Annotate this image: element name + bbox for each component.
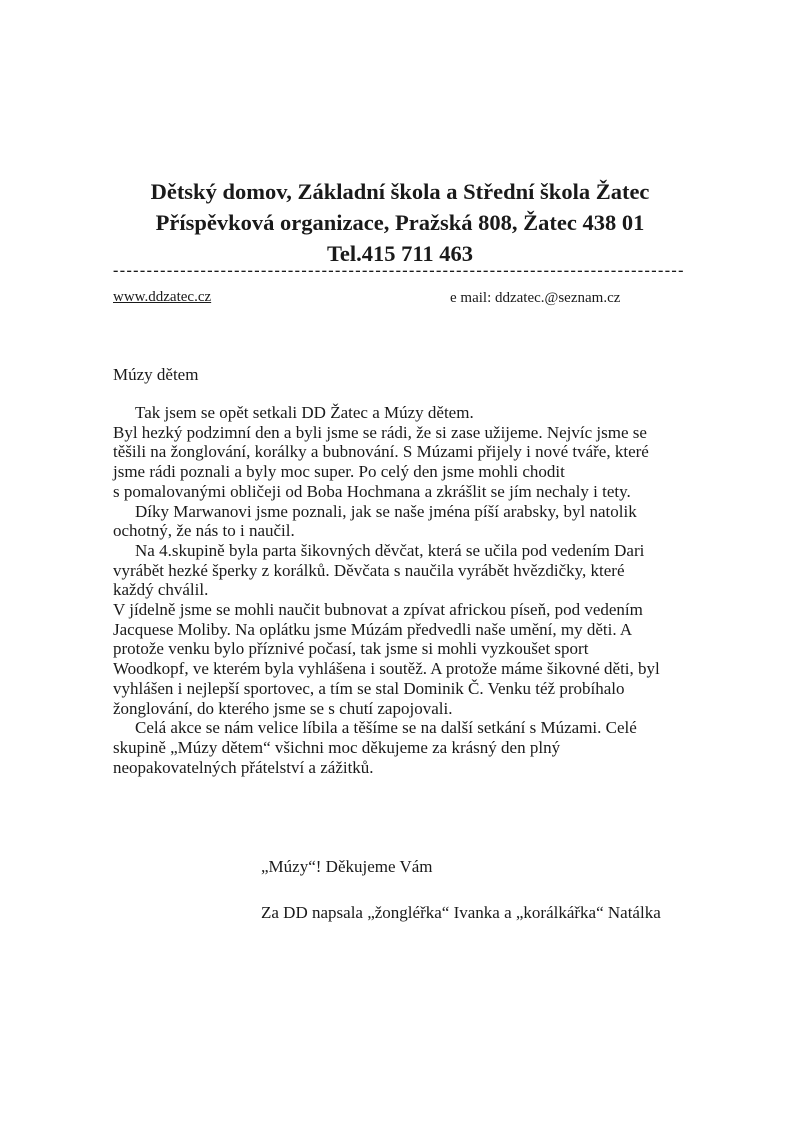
- body-line: těšili na žonglování, korálky a bubnování. S Múzami přijely i nové tváře, které: [113, 442, 649, 462]
- body-line: žonglování, do kterého jsme se s chutí zapojovali.: [113, 698, 453, 718]
- email-address: e mail: ddzatec.@seznam.cz: [450, 290, 621, 306]
- closing-thanks: „Múzy“! Děkujeme Vám: [261, 857, 433, 876]
- body-line: protože venku bylo příznivé počasí, tak jsme si mohli vyzkoušet sport: [113, 639, 589, 659]
- body-line: ochotný, že nás to i naučil.: [113, 521, 295, 541]
- body-line: Díky Marwanovi jsme poznali, jak se naše jména píší arabsky, byl natolik: [135, 501, 637, 521]
- body-line: Jacquese Moliby. Na oplátku jsme Múzám předvedli naše umění, my děti. A: [113, 619, 633, 639]
- body-line: neopakovatelných přátelství a zážitků.: [113, 757, 374, 777]
- body-line: Byl hezký podzimní den a byli jsme se rádi, že si zase užijeme. Nejvíc jsme se: [113, 422, 647, 442]
- body-line: každý chválil.: [113, 580, 209, 600]
- body-line: skupině „Múzy dětem“ všichni moc děkujeme za krásný den plný: [113, 737, 561, 757]
- signature-line: Za DD napsala „žongléřka“ Ivanka a „korálkářka“ Natálka: [261, 903, 661, 922]
- separator-line: -------------------------------------------------------------------------------------: [113, 262, 685, 279]
- body-line: Celá akce se nám velice líbila a těšíme se na další setkání s Múzami. Celé: [135, 718, 637, 738]
- website-link[interactable]: www.ddzatec.cz: [113, 289, 212, 305]
- letter-body: [113, 403, 733, 777]
- body-line: Tak jsem se opět setkali DD Žatec a Múzy dětem.: [135, 403, 474, 422]
- letterhead-line-3: Tel.415 711 463: [326, 241, 474, 266]
- body-line: vyhlášen i nejlepší sportovec, a tím se stal Dominik Č. Venku též probíhalo: [113, 678, 625, 698]
- body-line: vyrábět hezké šperky z korálků. Děvčata s naučila vyrábět hvězdičky, které: [113, 560, 625, 580]
- salutation: Múzy dětem: [113, 365, 199, 384]
- letterhead: [0, 176, 800, 269]
- body-line: Na 4.skupině byla parta šikovných děvčat, která se učila pod vedením Dari: [135, 540, 645, 560]
- letterhead-line-2: Příspěvková organizace, Pražská 808, Žatec 438 01: [155, 210, 645, 235]
- body-line: Woodkopf, ve kterém byla vyhlášena i soutěž. A protože máme šikovné děti, byl: [113, 659, 660, 679]
- body-line: V jídelně jsme se mohli naučit bubnovat a zpívat africkou píseň, pod vedením: [113, 600, 643, 620]
- letterhead-line-1: Dětský domov, Základní škola a Střední škola Žatec: [150, 179, 650, 204]
- body-line: jsme rádi poznali a byly moc super. Po celý den jsme mohli chodit: [113, 462, 565, 482]
- body-line: s pomalovanými obličeji od Boba Hochmana a zkrášlit se jím nechaly i tety.: [113, 481, 631, 501]
